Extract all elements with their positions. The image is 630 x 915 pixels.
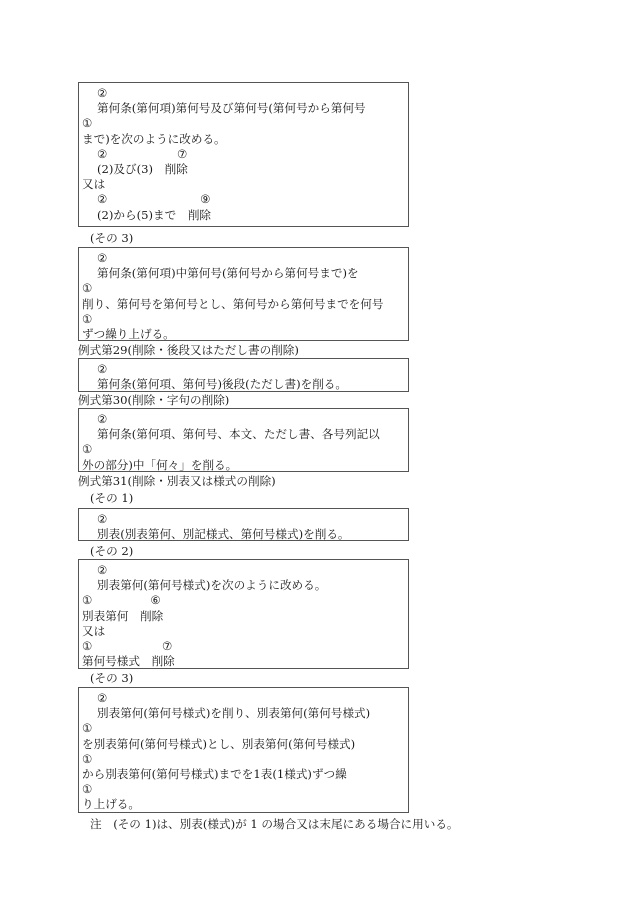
box-line: (2)から(5)まで 削除 bbox=[97, 207, 212, 222]
example-box-5 bbox=[78, 508, 409, 541]
box-line: 別表第何(第何号様式)を削り、別表第何(第何号様式) bbox=[97, 706, 371, 721]
caption-example-31: 例式第31(削除・別表又は様式の削除) bbox=[78, 474, 276, 488]
box-line: ① ⑥ bbox=[82, 593, 161, 608]
box-line: 第何条(第何項、第何号)後段(ただし書)を削る。 bbox=[97, 377, 347, 392]
box-line: を別表第何(第何号様式)とし、別表第何(第何号様式) bbox=[82, 736, 356, 751]
example-box-4 bbox=[78, 408, 409, 472]
box-line: ① bbox=[82, 442, 93, 457]
example-box-1 bbox=[78, 82, 409, 227]
box-line: り上げる。 bbox=[82, 797, 140, 812]
box-line: ② bbox=[97, 512, 108, 526]
example-box-3 bbox=[78, 358, 409, 392]
box-line: 外の部分)中「何々」を削る。 bbox=[82, 457, 238, 472]
box-line: 削り、第何号を第何号とし、第何号から第何号までを何号 bbox=[82, 296, 384, 311]
box-line: 別表第何(第何号様式)を次のように改める。 bbox=[97, 578, 327, 593]
box-line: ② bbox=[97, 691, 108, 705]
box-line: 第何条(第何項、第何号、本文、ただし書、各号列記以 bbox=[97, 427, 380, 442]
box-line: 別表(別表第何、別記様式、第何号様式)を削る。 bbox=[97, 527, 350, 542]
example-box-2 bbox=[78, 247, 409, 341]
box-line: から別表第何(第何号様式)までを1表(1様式)ずつ繰 bbox=[82, 766, 347, 781]
caption-example-29: 例式第29(削除・後段又はただし書の削除) bbox=[78, 343, 299, 357]
box-line: (2)及び(3) 削除 bbox=[97, 161, 188, 176]
example-box-7 bbox=[78, 687, 409, 813]
box-line: ① ⑦ bbox=[82, 638, 173, 653]
box-line: ② bbox=[97, 251, 108, 265]
box-line: 別表第何 削除 bbox=[82, 608, 164, 623]
caption-example-30: 例式第30(削除・字句の削除) bbox=[78, 393, 230, 407]
box-line: ② bbox=[97, 362, 108, 376]
example-box-6 bbox=[78, 559, 409, 669]
box-line: 第何条(第何項)第何号及び第何号(第何号から第何号 bbox=[97, 101, 366, 116]
box-line: まで)を次のように改める。 bbox=[82, 131, 226, 146]
box-line: ② bbox=[97, 412, 108, 426]
box-line: ② ⑦ bbox=[97, 146, 188, 161]
box-line: 第何条(第何項)中第何号(第何号から第何号まで)を bbox=[97, 266, 359, 281]
box-line: ① bbox=[82, 311, 93, 326]
box-line: ① bbox=[82, 751, 93, 766]
box-line: ずつ繰り上げる。 bbox=[82, 326, 175, 341]
box-line: ① bbox=[82, 116, 93, 131]
caption-sono3-b: (その 3) bbox=[90, 671, 134, 685]
box-line: ① bbox=[82, 782, 93, 797]
box-line: ② ⑨ bbox=[97, 192, 211, 207]
caption-sono2: (その 2) bbox=[90, 544, 134, 558]
caption-sono1: (その 1) bbox=[90, 491, 134, 505]
box-line: ① bbox=[82, 721, 93, 736]
box-line: 又は bbox=[82, 623, 106, 638]
box-line: 第何号様式 削除 bbox=[82, 654, 175, 669]
box-line: ② bbox=[97, 563, 108, 577]
box-line: ① bbox=[82, 281, 93, 296]
box-line: 又は bbox=[82, 177, 106, 192]
usage-note: 注 (その 1)は、別表(様式)が 1 の場合又は末尾にある場合に用いる。 bbox=[90, 817, 459, 831]
box-line: ② bbox=[97, 86, 108, 100]
caption-sono3-a: (その 3) bbox=[90, 231, 134, 245]
